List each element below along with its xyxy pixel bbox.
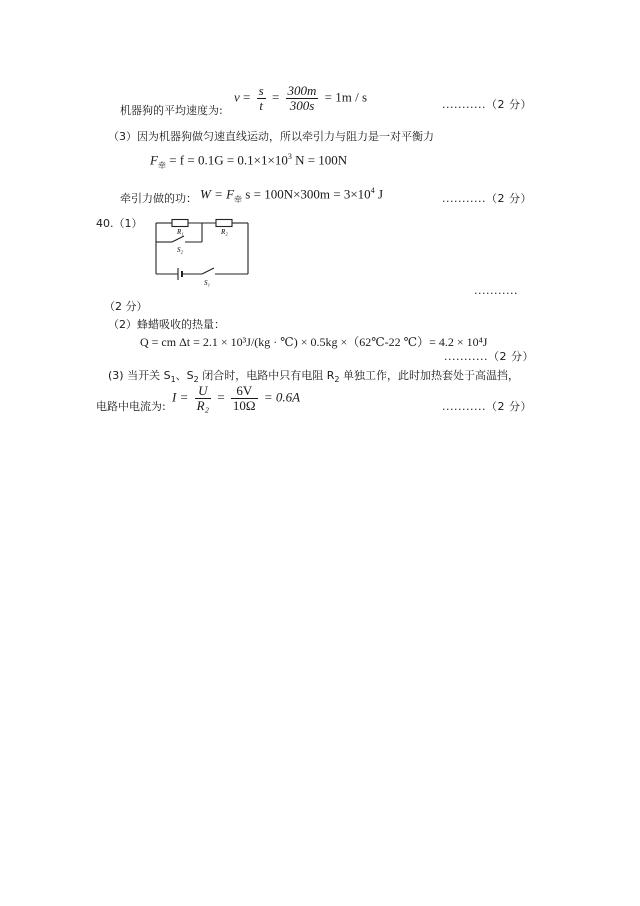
switch-s2	[172, 236, 184, 242]
label-r2: R₂	[221, 228, 228, 236]
current-label: 电路中电流为:	[96, 400, 166, 413]
W-symbol: W = F	[200, 186, 235, 202]
dots-right: ...........	[474, 284, 518, 297]
eq-sign: =	[271, 89, 280, 105]
score-heat: ...........（2 分）	[444, 350, 534, 363]
eq-sign: =	[243, 89, 251, 105]
work-label: 牵引力做的功：	[120, 192, 197, 205]
label-r1: R₁	[177, 228, 184, 236]
text-seg: (3) 当开关 S	[108, 369, 171, 382]
traction-result: N = 100N	[295, 152, 348, 168]
s-over-t	[257, 84, 266, 113]
exponent: 4	[370, 186, 375, 195]
resistor-r1	[172, 220, 188, 227]
velocity-result: = 1m / s	[324, 89, 368, 105]
current-formula	[172, 384, 300, 413]
text-seg: 单独工作，此时加热套处于高温挡，	[339, 369, 519, 382]
velocity-formula	[234, 84, 367, 113]
work-unit: J	[377, 186, 383, 202]
sub-2: 2	[193, 375, 199, 385]
frac-num-s: s	[258, 83, 264, 98]
eq-sign: =	[217, 389, 225, 405]
distance-over-time	[286, 84, 319, 113]
heat-label: （2）蜂蜡吸收的热量：	[108, 318, 225, 331]
balance-force-text: （3）因为机器狗做匀速直线运动，所以牵引力与阻力是一对平衡力	[108, 130, 434, 143]
work-formula	[200, 186, 383, 205]
traction-force-formula	[150, 152, 347, 171]
frac-den-time: 300s	[289, 98, 315, 113]
sub-1: 1	[170, 375, 176, 385]
voltage-over-resistance	[231, 384, 258, 413]
switch-state-text	[108, 367, 519, 384]
heat-formula: Q = cm Δt = 2.1 × 10³J/(kg · ℃) × 0.5kg ×（62℃-22 ℃）= 4.2 × 10⁴J	[140, 335, 488, 349]
exponent: 3	[287, 152, 292, 161]
label-s2: S₂	[177, 246, 183, 254]
sub-r2: 2	[334, 375, 340, 385]
work-expr: s = 100N×300m = 3×10	[245, 186, 371, 202]
I-symbol: I =	[172, 389, 189, 405]
F-subscript: 牵	[157, 160, 166, 170]
frac-num-distance: 300m	[287, 83, 317, 98]
frac-num-6V: 6V	[231, 384, 258, 399]
U-over-R2	[195, 384, 211, 413]
v-symbol: v	[234, 89, 240, 105]
frac-den-R2: R₂	[196, 398, 210, 413]
score-left: （2 分）	[104, 300, 148, 313]
F-subscript: 牵	[234, 194, 243, 204]
score-current: ...........（2 分）	[442, 400, 532, 413]
resistor-r2	[216, 220, 232, 227]
circuit-diagram	[150, 218, 260, 288]
label-s1: S₁	[204, 279, 210, 287]
question-40-label: 40.（1）	[96, 217, 143, 230]
score-line1: ...........（2 分）	[442, 98, 532, 111]
velocity-label: 机器狗的平均速度为:	[120, 104, 223, 117]
text-seg: 、S	[175, 369, 194, 382]
text-seg: 闭合时，电路中只有电阻 R	[198, 369, 335, 382]
frac-den-t: t	[259, 98, 263, 113]
traction-expr: = f = 0.1G = 0.1×1×10	[169, 152, 288, 168]
score-line4: ...........（2 分）	[442, 192, 532, 205]
switch-s1	[202, 268, 214, 274]
F-symbol: F	[150, 152, 158, 168]
current-result: = 0.6A	[263, 389, 301, 405]
frac-den-10ohm: 10Ω	[232, 398, 256, 413]
frac-num-U: U	[195, 384, 211, 399]
